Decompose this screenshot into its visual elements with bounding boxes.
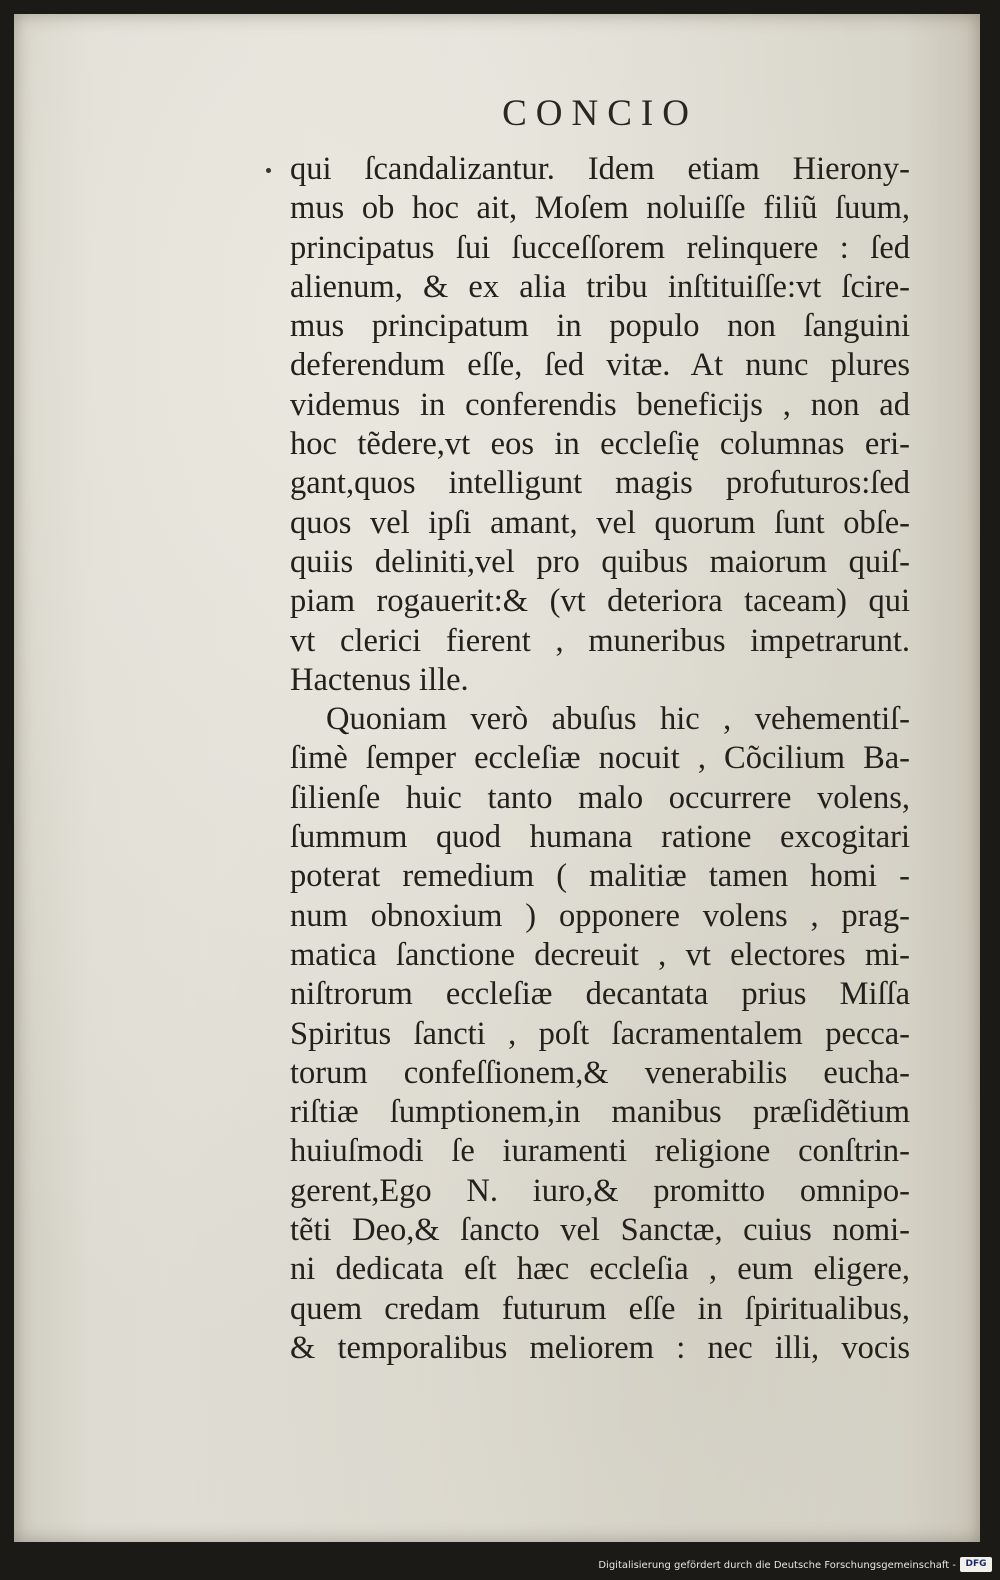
text-line: niſtrorum eccleſiæ decantata prius Miſſa xyxy=(290,976,910,1013)
text-line: alienum, & ex alia tribu inſtituiſſe:vt ſcire- xyxy=(290,268,910,305)
text-line: vt clerici fierent , muneribus impetrarunt. xyxy=(290,622,910,659)
text-line: piam rogauerit:& (vt deteriora taceam) qui xyxy=(290,583,910,620)
text-line: mus ob hoc ait, Moſem noluiſſe filiũ ſuum, xyxy=(290,190,910,227)
text-line: quiis deliniti,vel pro quibus maiorum quiſ- xyxy=(290,543,910,580)
text-line: Spiritus ſancti , poſt ſacramentalem pecca- xyxy=(290,1015,910,1052)
text-line: huiuſmodi ſe iuramenti religione conſtrin- xyxy=(290,1133,910,1170)
text-line: quem credam futurum eſſe in ſpiritualibus, xyxy=(290,1290,910,1327)
text-line: deferendum eſſe, ſed vitæ. At nunc plures xyxy=(290,347,910,384)
text-line: & temporalibus meliorem : nec illi, vocis xyxy=(290,1329,910,1366)
funding-credit: Digitalisierung gefördert durch die Deutsche Forschungsgemeinschaft - xyxy=(598,1560,956,1571)
text-line: Hactenus ille. xyxy=(290,661,469,698)
text-line: torum confeſſionem,& venerabilis eucha- xyxy=(290,1054,910,1091)
text-line: gant,quos intelligunt magis profuturos:ſed xyxy=(290,465,910,502)
text-line: Quoniam verò abuſus hic , vehementiſ- xyxy=(326,701,910,738)
text-line: ſilienſe huic tanto malo occurrere volens, xyxy=(290,779,910,816)
text-line: tẽti Deo,& ſancto vel Sanctæ, cuius nomi- xyxy=(290,1212,910,1249)
text-line: quos vel ipſi amant, vel quorum ſunt obſe- xyxy=(290,504,910,541)
text-line: ni dedicata eſt hæc eccleſia , eum eligere, xyxy=(290,1251,910,1288)
text-line: mus principatum in populo non ſanguini xyxy=(290,308,910,345)
text-line: num obnoxium ) opponere volens , prag- xyxy=(290,897,910,934)
text-line: poterat remedium ( malitiæ tamen homi - xyxy=(290,858,910,895)
text-line: ſimè ſemper eccleſiæ nocuit , Cõcilium Ba- xyxy=(290,740,910,777)
text-line: qui ſcandalizantur. Idem etiam Hierony- xyxy=(290,151,910,187)
text-line: riſtiæ ſumptionem,in manibus præſidẽtium xyxy=(290,1094,910,1131)
running-head: CONCIO xyxy=(502,93,698,134)
margin-mark xyxy=(266,168,271,173)
text-line: matica ſanctione decreuit , vt electores mi- xyxy=(290,936,910,973)
text-line: videmus in conferendis beneficijs , non ad xyxy=(290,386,910,423)
text-line: hoc tẽdere,vt eos in eccleſię columnas eri- xyxy=(290,426,910,463)
body-text xyxy=(290,150,910,1368)
dfg-logo: DFG xyxy=(960,1557,992,1572)
text-line: principatus ſui ſucceſſorem relinquere : ſed xyxy=(290,229,910,266)
text-line: gerent,Ego N. iuro,& promitto omnipo- xyxy=(290,1172,910,1209)
text-line: ſummum quod humana ratione excogitari xyxy=(290,819,910,856)
